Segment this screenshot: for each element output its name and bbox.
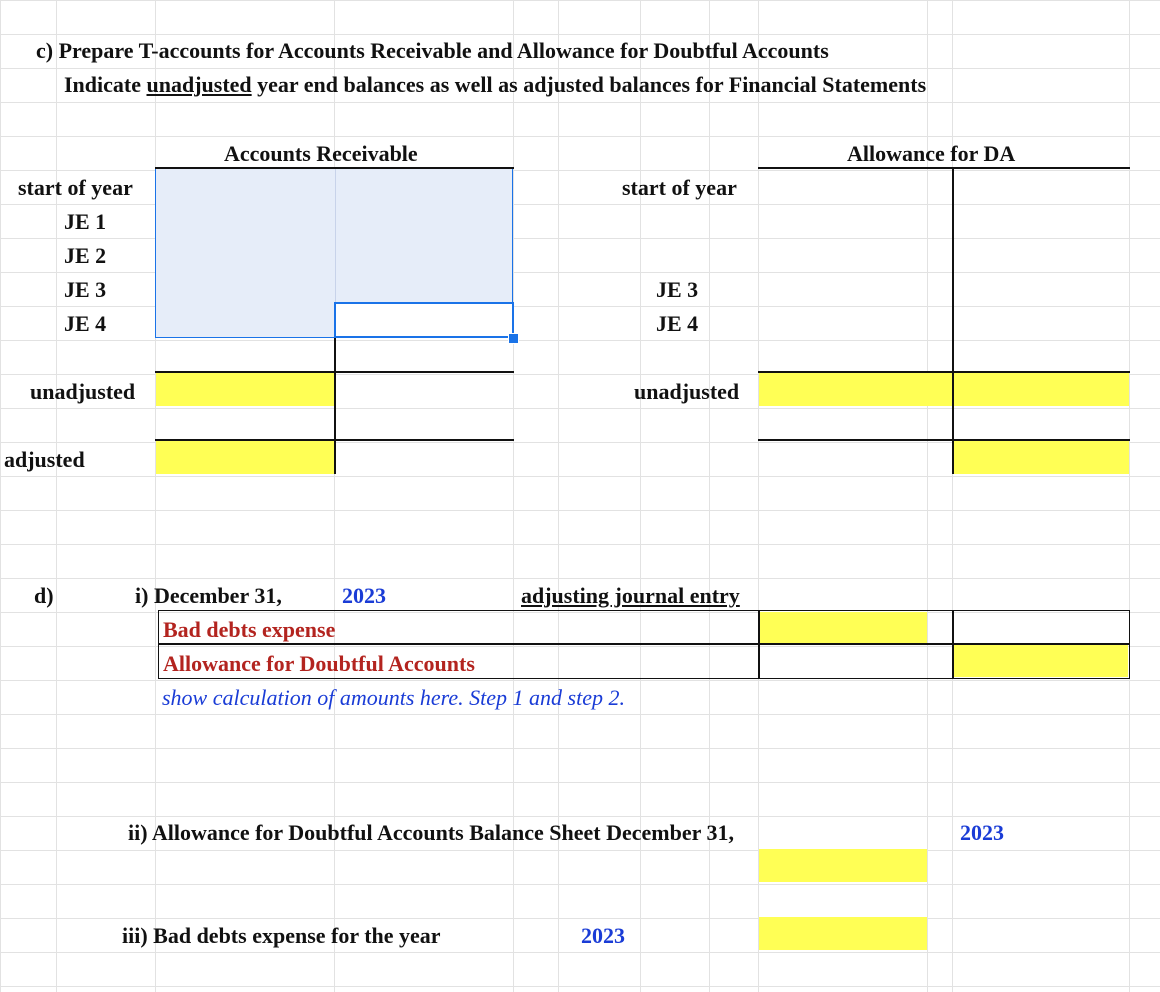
ada-adjusted-cell[interactable] bbox=[954, 441, 1129, 474]
ada-row-je3: JE 3 bbox=[656, 277, 699, 302]
part-d-i-label: i) December 31, bbox=[135, 583, 282, 608]
underlined-word: unadjusted bbox=[146, 72, 252, 97]
part-c-title: c) Prepare T-accounts for Accounts Receivable and Allowance for Doubtful Accounts bbox=[36, 38, 829, 63]
fill-handle[interactable] bbox=[508, 333, 519, 344]
debit-amount-cell[interactable] bbox=[760, 612, 927, 643]
ar-t-stem bbox=[334, 338, 336, 474]
ar-row-je3: JE 3 bbox=[64, 277, 107, 302]
ar-t-top bbox=[155, 167, 514, 169]
part-d-label: d) bbox=[34, 583, 54, 608]
part-d-i-year: 2023 bbox=[342, 583, 386, 608]
part-d-ii-year: 2023 bbox=[960, 820, 1004, 845]
ar-title: Accounts Receivable bbox=[224, 141, 418, 166]
ada-unadjusted-credit-cell[interactable] bbox=[954, 373, 1129, 406]
credit-account: Allowance for Doubtful Accounts bbox=[163, 651, 475, 676]
ar-row-start: start of year bbox=[18, 175, 133, 200]
ada-title: Allowance for DA bbox=[847, 141, 1016, 166]
grid-line bbox=[56, 0, 57, 992]
part-d-i-desc: adjusting journal entry bbox=[521, 583, 740, 608]
debit-account: Bad debts expense bbox=[163, 617, 336, 642]
grid-line bbox=[1129, 0, 1130, 992]
part-d-iii-label: iii) Bad debts expense for the year bbox=[122, 923, 441, 948]
ar-row-je1: JE 1 bbox=[64, 209, 107, 234]
ada-row-start: start of year bbox=[622, 175, 737, 200]
calculation-note: show calculation of amounts here. Step 1 and step 2. bbox=[162, 685, 625, 710]
ada-unadjusted-debit-cell[interactable] bbox=[759, 373, 952, 406]
ada-t-top bbox=[758, 167, 1130, 169]
credit-amount-cell[interactable] bbox=[954, 645, 1128, 677]
grid-line bbox=[758, 0, 759, 992]
part-d-iii-year: 2023 bbox=[581, 923, 625, 948]
ada-row-je4: JE 4 bbox=[656, 311, 699, 336]
ada-balance-cell[interactable] bbox=[759, 849, 927, 882]
active-cell[interactable] bbox=[334, 302, 514, 338]
ar-row-je4: JE 4 bbox=[64, 311, 107, 336]
ada-unadjusted-label: unadjusted bbox=[634, 379, 740, 404]
ar-adjusted-label: adjusted bbox=[4, 447, 85, 472]
ar-unadjusted-label: unadjusted bbox=[30, 379, 136, 404]
ar-adjusted-cell[interactable] bbox=[156, 441, 334, 474]
ada-t-stem bbox=[952, 168, 954, 474]
ar-unadjusted-cell[interactable] bbox=[156, 373, 334, 406]
part-d-ii-label: ii) Allowance for Doubtful Accounts Balance Sheet December 31, bbox=[128, 820, 734, 845]
part-c-subtitle: Indicate unadjusted year end balances as well as adjusted balances for Financial Statements bbox=[64, 72, 927, 97]
ar-row-je2: JE 2 bbox=[64, 243, 107, 268]
bad-debts-expense-cell[interactable] bbox=[759, 917, 927, 950]
